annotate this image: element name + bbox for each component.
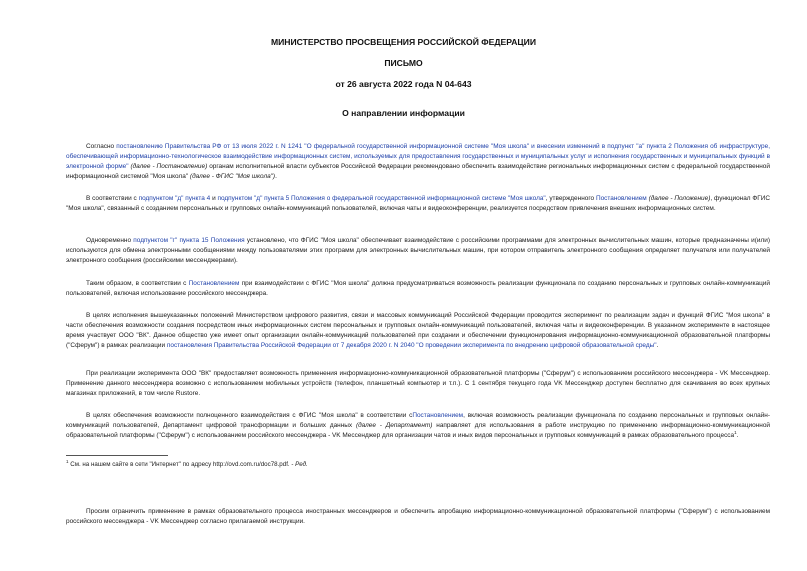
document-date-number: от 26 августа 2022 года N 04-643: [335, 79, 472, 89]
document-subject: О направлении информации: [342, 108, 465, 118]
footnote-divider: [66, 455, 168, 456]
paragraph-7: [66, 411, 770, 441]
resolution-link[interactable]: Постановлением: [595, 195, 647, 202]
italic-note: (далее - Департамент): [355, 422, 433, 429]
subparagraph-g-item-15-link[interactable]: подпунктом "г" пункта 15 Положения: [133, 237, 245, 244]
text: и: [210, 195, 218, 202]
subparagraph-d-item-4-link[interactable]: подпунктом "д" пункта 4: [138, 195, 211, 202]
paragraph-8: [66, 507, 770, 527]
text: Согласно: [86, 143, 117, 150]
italic-note: (далее - Положение): [648, 195, 711, 202]
paragraph-4: [66, 279, 770, 299]
text: направляет для использования в работе инструкцию по применению информационно-коммуникационной образовательной платформы ("Сферум") с использованием российского мессенджера - VK Мессенджер для организации чатов и иных видов персональных и групповых коммуникаций в рамках образовательного процесса: [66, 422, 771, 439]
italic-note: (далее - Постановление): [130, 163, 208, 170]
footnote-text: См. на нашем сайте в сети "Интернет" по адресу http://ovd.com.ru/doc78.pdf. -: [68, 461, 296, 468]
footnote-editor-note: Ред.: [295, 461, 308, 468]
text: В соответствии с: [86, 195, 139, 202]
text: , функционал ФГИС "Моя школа", связанный с созданием персональных и групповых онлайн-коммуникаций пользователей, включая чаты и видеоконференции, реализуется посредством привлечения внешних информационных систем.: [66, 195, 771, 212]
text: В целях исполнения вышеуказанных положений Министерством цифрового развития, связи и массовых коммуникаций Российской Федерации проводится эксперимент по реализации задач и функций ФГИС "Моя школа" в части обеспечения возможности создания посредством иных информационных систем персональных и групповых онлайн-коммуникаций пользователей, включая чаты и видеоконференции. В указанном эксперименте в настоящее время участвует ООО "ВК". Данное общество уже имеет опыт организации онлайн-коммуникаций пользователей при создании и обеспечении функционирования информационно-коммуникационной образовательной платформы ("Сферум") в рамках реализации: [66, 312, 770, 349]
paragraph-5: [66, 311, 770, 351]
paragraph-1: [66, 142, 770, 182]
text: В целях обеспечения возможности полноценного взаимодействия с ФГИС "Моя школа" в соответствии с: [86, 412, 413, 419]
footnote: [66, 458, 308, 468]
document-type: ПИСЬМО: [384, 58, 423, 68]
text: , утвержденного: [545, 195, 596, 202]
italic-note: (далее - ФГИС "Моя школа"): [189, 173, 276, 180]
paragraph-6: [66, 369, 770, 399]
text: Одновременно: [86, 237, 134, 244]
resolution-2040-link[interactable]: постановления Правительства Российской Федерации от 7 декабря 2020 г. N 2040 "О проведении эксперимента по внедрению цифровой образовательной среды": [166, 342, 657, 349]
resolution-link[interactable]: Постановлением: [188, 280, 240, 287]
resolution-1241-link[interactable]: постановлению Правительства РФ от 13 июля 2022 г. N 1241 "О федеральной государственной информационной системе "Моя школа" и внесении изменений в подпункт "а" пункта 2 Положения об инфраструктуре, обеспечивающей информационно-технологическое взаимодействие информационных систем, используемых для предоставления государственных и муниципальных услуг и исполнения государственных и муниципальных функций в электронной форме": [66, 143, 771, 170]
text: .: [656, 342, 659, 349]
footnote-mark: 1: [66, 458, 69, 464]
resolution-link[interactable]: Постановлением: [412, 412, 464, 419]
ministry-title: МИНИСТЕРСТВО ПРОСВЕЩЕНИЯ РОССИЙСКОЙ ФЕДЕРАЦИИ: [270, 37, 537, 47]
paragraph-3: [66, 236, 770, 266]
text: .: [736, 432, 739, 439]
text: .: [275, 173, 277, 180]
text: Таким образом, в соответствии с: [86, 280, 189, 287]
text: органам исполнительной власти субъектов Российской Федерации рекомендовано обеспечить взаимодействие региональных информационных систем с федеральной государственной информационной системой "Моя школа": [66, 163, 770, 180]
text: При реализации эксперимента ООО "ВК" предоставляет возможность применения информационно-коммуникационной образовательной платформы ("Сферум") с использованием российского мессенджера - VK Мессенджер. Применение данного мессенджера возможно с использованием мобильных устройств (телефон, планшетный компьютер и т.п.). С 1 сентября текущего года VK Мессенджер доступен бесплатно для скачивания во всех крупных магазинах приложений, в том числе Rustore.: [66, 370, 770, 397]
subparagraph-d-item-5-link[interactable]: подпунктом "д" пункта 5 Положения о федеральной государственной информационной системе "Моя школа": [217, 195, 546, 202]
paragraph-2: [66, 194, 770, 214]
text: установлено, что ФГИС "Моя школа" обеспечивает взаимодействие с российскими программами для электронных вычислительных машин, которые предназначены и(или) используются для обмена электронными сообщениями между пользователями этих программ для электронных вычислительных машин, при котором отправитель электронного сообщения определяет получателя или получателей электронного сообщения (российскими мессенджерами).: [66, 237, 770, 264]
text: при взаимодействии с ФГИС "Моя школа" должна предусматриваться возможность реализации функционала по созданию персональных и групповых онлайн-коммуникаций пользователей, включая использование российского мессенджера.: [66, 280, 770, 297]
text: , включая возможность реализации функционала по созданию персональных и групповых онлайн-коммуникаций пользователей, Департамент цифровой трансформации и больших данных: [66, 412, 770, 429]
footnote-reference[interactable]: 1: [734, 429, 737, 435]
text: Просим ограничить применение в рамках образовательного процесса иностранных мессенджеров и обеспечить апробацию информационно-коммуникационной образовательной платформы ("Сферум") с использованием российского мессенджера - VK Мессенджер согласно прилагаемой инструкции.: [66, 508, 770, 525]
